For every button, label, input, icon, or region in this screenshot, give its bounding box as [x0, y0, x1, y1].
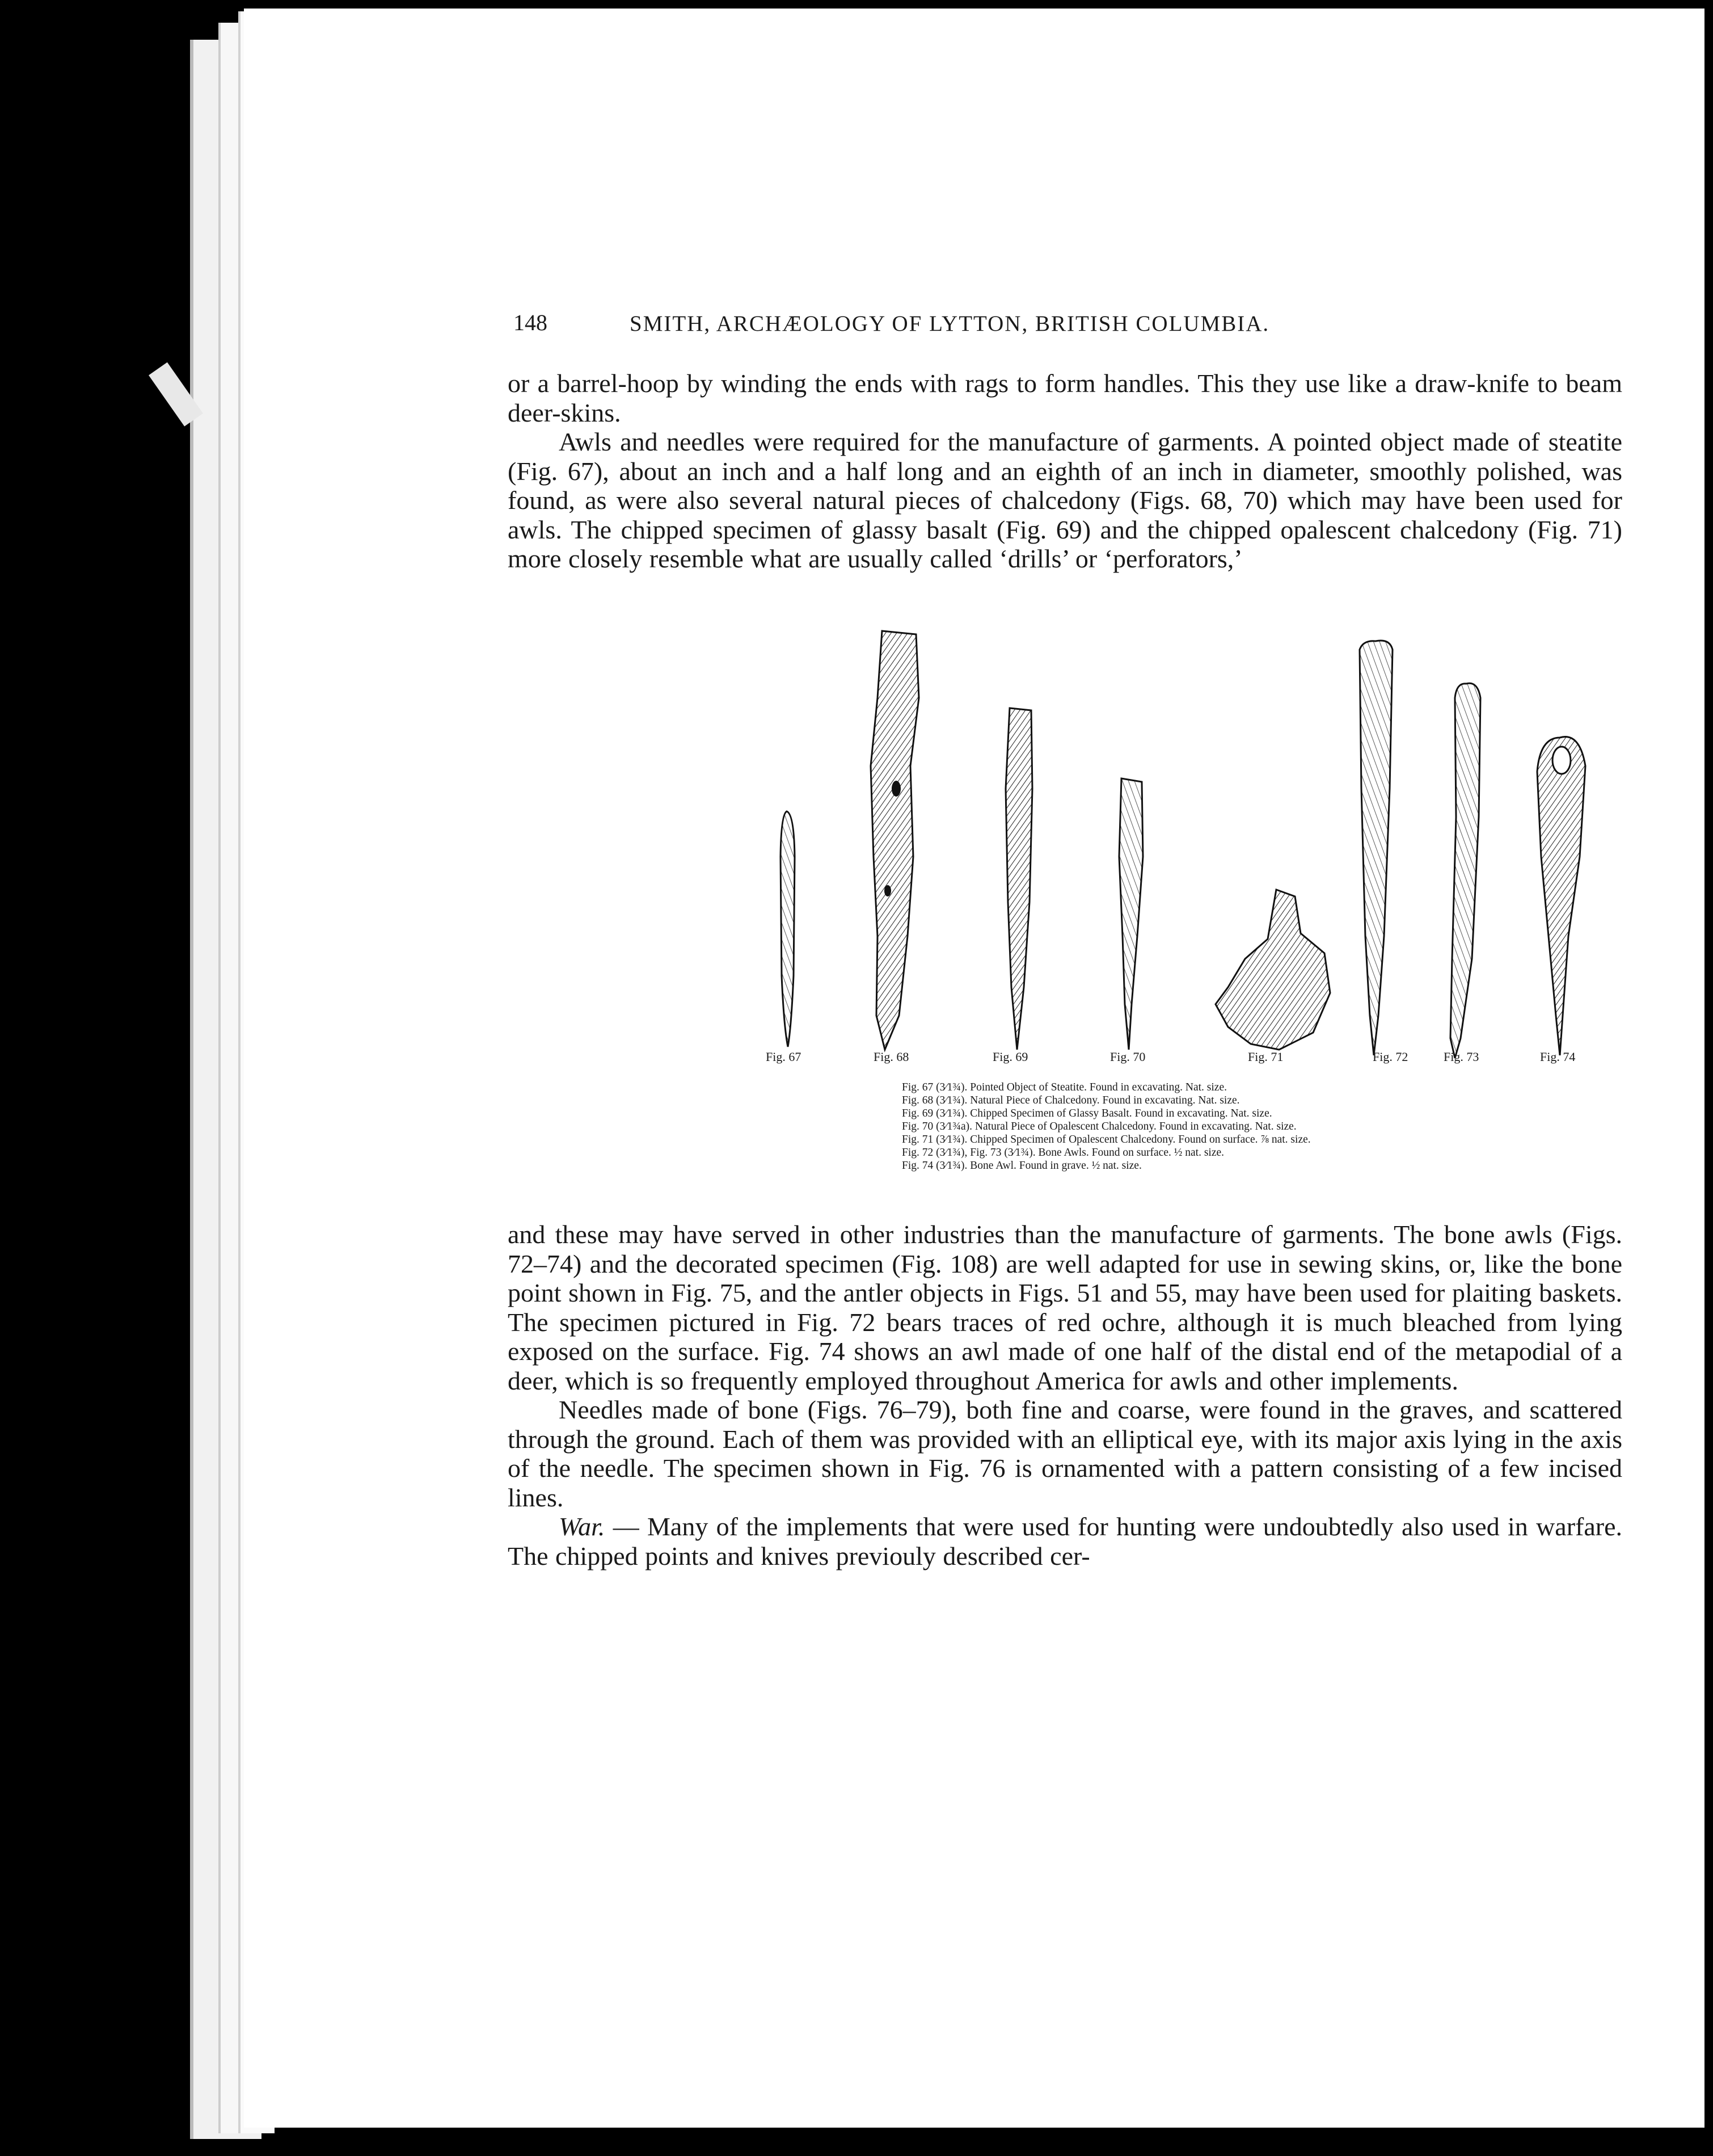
- body-text-bottom: [508, 1220, 1622, 1570]
- fig-label: Fig. 68: [874, 1050, 909, 1064]
- running-head: SMITH, ARCHÆOLOGY OF LYTTON, BRITISH COLUMBIA.: [630, 311, 1270, 336]
- fig-label: Fig. 69: [993, 1050, 1028, 1064]
- fig-70-drawing: [1119, 778, 1143, 1050]
- figure-caption: Fig. 70 (3⁄1¾a). Natural Piece of Opalescent Chalcedony. Found in excavating. Nat. size.: [902, 1121, 1297, 1132]
- fig-69-drawing: [1006, 708, 1032, 1050]
- fig-label: Fig. 72: [1373, 1050, 1408, 1064]
- paragraph: or a barrel-hoop by winding the ends with rags to form handles. This they use like a draw-knife to beam deer-skins.: [508, 369, 1622, 427]
- fig-74-drawing: [1537, 737, 1585, 1055]
- fig-label: Fig. 73: [1444, 1050, 1479, 1064]
- fig-label: Fig. 71: [1248, 1050, 1284, 1064]
- paragraph: [508, 1512, 1622, 1570]
- fig-73-drawing: [1450, 683, 1480, 1058]
- paragraph: Awls and needles were required for the manufacture of garments. A pointed object made of steatite (Fig. 67), about an inch and a half long and an eighth of an inch in diameter, smoothly polished, was found, as were also several natural pieces of chalcedony (Figs. 68, 70) which may have been used for awls. The chipped specimen of glassy basalt (Fig. 69) and the chipped opalescent chalcedony (Fig. 71) more closely resemble what are usually called ‘drills’ or ‘perforators,’: [508, 427, 1622, 573]
- fig-label: Fig. 67: [766, 1050, 801, 1064]
- body-text-top: [508, 369, 1622, 574]
- figure-caption: Fig. 72 (3⁄1¾), Fig. 73 (3⁄1¾). Bone Awls. Found on surface. ½ nat. size.: [902, 1147, 1225, 1159]
- fig-68-drawing: [871, 631, 919, 1050]
- paragraph: Needles made of bone (Figs. 76–79), both fine and coarse, were found in the graves, and scattered through the ground. Each of them was provided with an elliptical eye, with its major axis lying in the axis of the needle. The specimen shown in Fig. 76 is ornamented with a pattern consisting of a few incised lines.: [508, 1395, 1622, 1512]
- section-lead: War.: [559, 1512, 605, 1541]
- figure-caption: Fig. 69 (3⁄1¾). Chipped Specimen of Glassy Basalt. Found in excavating. Nat. size.: [902, 1108, 1272, 1119]
- fig-67-drawing: [780, 811, 795, 1047]
- paragraph: and these may have served in other industries than the manufacture of garments. The bone awls (Figs. 72–74) and the decorated specimen (Fig. 108) are well adapted for use in sewing skins, or, like the bone point shown in Fig. 75, and the antler objects in Figs. 51 and 55, may have been used for plaiting baskets. The specimen pictured in Fig. 72 bears traces of red ochre, although it is much bleached from lying exposed on the surface. Fig. 74 shows an awl made of one half of the distal end of the metapodial of a deer, which is so frequently employed throughout America for awls and other implements.: [508, 1220, 1622, 1395]
- paragraph-text: — Many of the implements that were used for hunting were undoubtedly also used in warfare. The chipped points and knives previouly described cer-: [508, 1512, 1622, 1570]
- figure-caption: Fig. 74 (3⁄1¾). Bone Awl. Found in grave. ½ nat. size.: [902, 1160, 1142, 1172]
- fig-71-drawing: [1216, 890, 1330, 1050]
- page-number: 148: [513, 310, 547, 335]
- figure-caption: Fig. 71 (3⁄1¾). Chipped Specimen of Opalescent Chalcedony. Found on surface. ⅞ nat. size.: [902, 1134, 1311, 1146]
- fig-label: Fig. 70: [1110, 1050, 1146, 1064]
- figure-caption: Fig. 67 (3⁄1¾). Pointed Object of Steatite. Found in excavating. Nat. size.: [902, 1081, 1227, 1093]
- fig-label: Fig. 74: [1540, 1050, 1576, 1064]
- figure-captions: [902, 1081, 1311, 1172]
- figure-caption: Fig. 68 (3⁄1¾). Natural Piece of Chalcedony. Found in excavating. Nat. size.: [902, 1094, 1240, 1106]
- fig-72-drawing: [1360, 641, 1393, 1055]
